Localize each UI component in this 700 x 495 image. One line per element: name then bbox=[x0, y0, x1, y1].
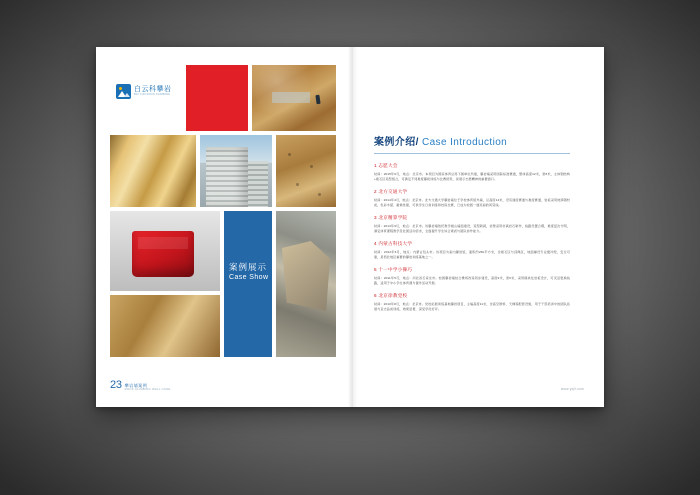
case-show-panel bbox=[224, 211, 272, 357]
case-section bbox=[374, 241, 570, 260]
case-show-title-en: Case Show bbox=[229, 274, 269, 281]
folio-label-cn: 攀岩墙案例 bbox=[124, 382, 148, 388]
title-divider bbox=[374, 153, 570, 154]
climber-figure bbox=[315, 95, 320, 104]
case-body: 时间：2011年5月，地点：河北省石家庄市。校园攀岩墙结合操场改造同步建设，高度9米，宽6米，采用模块化岩板设计，可灵活更换线路，适用于中小学生体育课与课外活动开展。 bbox=[374, 275, 570, 285]
photo-gold-climbing-wall bbox=[110, 135, 196, 207]
case-section bbox=[374, 293, 570, 312]
brochure-spread bbox=[96, 47, 604, 407]
wall-signage bbox=[272, 92, 310, 103]
case-section bbox=[374, 189, 570, 208]
brand-logo bbox=[116, 84, 172, 99]
page-folio bbox=[110, 380, 171, 391]
case-introduction-block bbox=[374, 133, 570, 319]
page-title-cn: 案例介绍/ bbox=[374, 137, 419, 148]
logo-cell bbox=[110, 65, 182, 131]
folio-text bbox=[125, 383, 171, 391]
tower-main bbox=[206, 147, 248, 207]
logo-text bbox=[134, 86, 172, 97]
case-heading: 3 北京精算学院 bbox=[374, 215, 408, 220]
photo-building-facade bbox=[200, 135, 272, 207]
case-body: 时间：2010年8月，地点：北京市。党校拓展训练基地攀岩项目，主墙高度11米，含高空断桥、天梯等配套设施，用于干部培训中的团队拓展与意志品质训练，效果显著，深受学员好评。 bbox=[374, 301, 570, 311]
case-heading: 6 北京徐教党校 bbox=[374, 293, 408, 298]
photo-grid bbox=[110, 65, 336, 357]
folio-label-en: ROCK CLIMBING WALL CASE bbox=[124, 386, 171, 391]
right-page bbox=[350, 47, 604, 407]
logo-name-en: BAI YUN ROCK CLIMBING bbox=[134, 93, 171, 97]
logo-name-cn: 白云科攀岩 bbox=[134, 85, 172, 93]
tower-secondary bbox=[248, 161, 268, 207]
case-heading: 1 志愿大会 bbox=[374, 163, 398, 168]
photo-rock-sculpture-tall bbox=[276, 211, 336, 357]
red-color-block bbox=[186, 65, 248, 131]
page-title-en: Case Introduction bbox=[418, 137, 508, 148]
photo-rock-wall-outdoor bbox=[252, 65, 336, 131]
case-body: 时间：2013年9月，地点：北京市。该攀岩墙依托教学楼山墙面建设，造型新颖，岩壁采用仿真岩石制作，线路设置合理，难度层次分明，满足体育课程教学及社团活动需求，全面提升学生综合素质与团队协作能力。 bbox=[374, 223, 570, 233]
case-section bbox=[374, 215, 570, 234]
case-heading: 4 内蒙古科技大学 bbox=[374, 241, 413, 246]
left-page bbox=[96, 47, 350, 407]
case-body: 时间：2014年4月，地点：北京市。北方交通大学攀岩墙位于学校体育馆外墙，总高度14米，设有速度赛道与难度赛道，岩板采用玻璃钢材质，色彩丰富、耐候性强，可供学生日常训练和校际比赛，已成为校园一道亮丽的风景线。 bbox=[374, 197, 570, 207]
case-show-title-cn: 案例展示 bbox=[229, 262, 268, 272]
rock-face-detail bbox=[282, 241, 330, 311]
red-object bbox=[132, 231, 194, 277]
case-body: 时间：2012年6月，地点：内蒙古包头市。该项目为室内攀岩馆，面积约260平方米，含抱石区与顶绳区，地面铺设专业缓冲垫，安全可靠，是西北地区重要的攀岩训练基地之一。 bbox=[374, 249, 570, 259]
case-body: 时间：2015年9月，地点：北京市。本项目为国家体育总局下属单位所建，攀岩墙采用国际标准赛道，整体高度12米，宽8米，主体钢结构+抱石区造型组合，可满足不同难度攀爬训练与比赛使用，是展示志愿精神的重要窗口。 bbox=[374, 171, 570, 181]
case-section bbox=[374, 267, 570, 286]
photo-rock-wall-low bbox=[110, 295, 220, 357]
website-url: www.yqfl.com bbox=[560, 387, 584, 391]
mountain-logo-icon bbox=[116, 84, 131, 99]
page-title bbox=[374, 133, 570, 148]
case-heading: 5 十一中学小操巧 bbox=[374, 267, 413, 272]
case-heading: 2 北方交通大学 bbox=[374, 189, 408, 194]
case-section bbox=[374, 163, 570, 182]
page-number: 23 bbox=[110, 379, 122, 391]
photo-red-inflatable bbox=[110, 211, 220, 291]
photo-rock-panel-right bbox=[276, 135, 336, 207]
